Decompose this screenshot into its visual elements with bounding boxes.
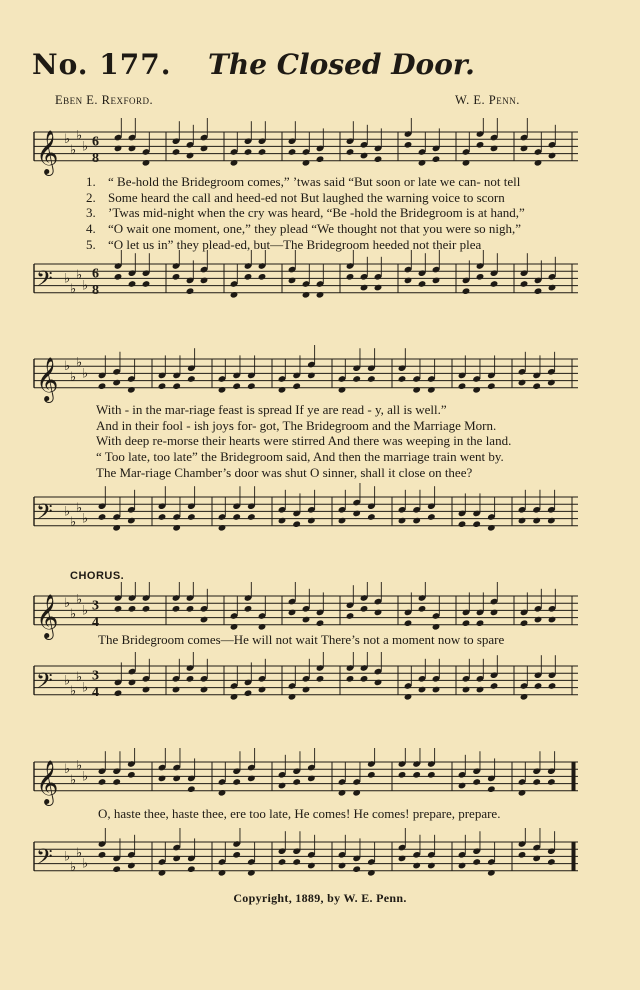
svg-text:4: 4: [92, 684, 99, 700]
hymn-title: The Closed Door.: [208, 48, 475, 81]
svg-text:𝄞: 𝄞: [36, 759, 59, 804]
svg-text:𝄞: 𝄞: [36, 356, 59, 401]
svg-text:♭: ♭: [64, 358, 71, 374]
verse-lyrics-continued: [96, 402, 511, 481]
svg-text:♭: ♭: [70, 683, 77, 699]
staff-treble-1: [26, 118, 582, 178]
staff-bass-2: [26, 483, 582, 543]
chorus-label: CHORUS.: [70, 570, 125, 582]
svg-text:♭: ♭: [82, 679, 89, 695]
verse-cont-line-1: With - in the mar-riage feast is spread If ye are read - y, all is well.”: [96, 402, 447, 417]
svg-text:♭: ♭: [70, 281, 77, 297]
hymn-header: [32, 48, 622, 88]
svg-text:♭: ♭: [70, 859, 77, 875]
svg-text:8: 8: [92, 282, 99, 298]
music-system-2: [26, 345, 582, 545]
svg-text:♭: ♭: [70, 514, 77, 530]
svg-text:♭: ♭: [76, 844, 83, 860]
svg-text:𝄢: 𝄢: [36, 668, 53, 699]
svg-text:♭: ♭: [70, 369, 77, 384]
svg-text:♭: ♭: [82, 855, 89, 871]
music-system-3: [26, 582, 582, 712]
svg-text:♭: ♭: [82, 768, 89, 784]
staff-bass-1: [26, 250, 582, 310]
verse-lyrics: [86, 174, 525, 253]
svg-text:𝄞: 𝄞: [36, 593, 59, 638]
svg-text:3: 3: [92, 668, 99, 684]
verse-cont-line-5: The Mar-riage Chamber’s door was shut O sinner, shall it close on thee?: [96, 464, 473, 480]
svg-text:𝄢: 𝄢: [36, 844, 53, 875]
lyricist-credit: Eben E. Rexford.: [55, 93, 154, 107]
music-system-4: [26, 748, 582, 888]
svg-text:♭: ♭: [82, 602, 89, 618]
verse-line-1: 1. “ Be-hold the Bridegroom comes,” ’twas said “But soon or late we can- not tell: [86, 174, 521, 189]
verse-line-5: 5. “O let us in” they plead-ed, but—The Bridegroom heeded not their plea: [86, 236, 482, 252]
svg-text:♭: ♭: [76, 266, 83, 282]
svg-text:♭: ♭: [76, 127, 83, 143]
hymn-number: No. 177.: [32, 48, 172, 81]
svg-text:♭: ♭: [64, 270, 71, 286]
svg-text:♭: ♭: [82, 138, 89, 154]
music-system-1: [26, 118, 582, 308]
svg-text:6: 6: [92, 134, 99, 150]
copyright-notice: Copyright, 1889, by W. E. Penn.: [233, 891, 407, 905]
chorus-lyrics-2: [98, 806, 500, 822]
composer-credit: W. E. Penn.: [455, 93, 520, 107]
svg-text:3: 3: [92, 598, 99, 614]
staff-bass-4: [26, 828, 582, 888]
svg-text:♭: ♭: [82, 365, 89, 381]
svg-text:♭: ♭: [64, 672, 71, 688]
verse-cont-line-2: And in their fool - ish joys for- got, The Bridegroom and the Marriage Morn.: [96, 417, 497, 433]
verse-line-3: 3. ’Twas mid-night when the cry was heard, “Be -hold the Bridegroom is at hand,”: [86, 205, 525, 221]
svg-text:♭: ♭: [64, 848, 71, 864]
svg-text:𝄞: 𝄞: [36, 129, 59, 174]
svg-text:8: 8: [92, 150, 99, 166]
svg-text:♭: ♭: [76, 499, 83, 515]
chorus-line-2: O, haste thee, haste thee, ere too late, He comes! He comes! prepare, prepare.: [98, 806, 501, 821]
svg-text:𝄢: 𝄢: [36, 266, 53, 297]
svg-text:4: 4: [92, 614, 99, 630]
svg-text:𝄢: 𝄢: [36, 499, 53, 530]
verse-line-2: 2. Some heard the call and heed-ed not But laughed the warning voice to scorn: [86, 189, 505, 205]
svg-text:♭: ♭: [70, 606, 77, 621]
svg-text:♭: ♭: [64, 761, 71, 777]
svg-text:♭: ♭: [64, 595, 71, 611]
verse-cont-line-3: With deep re-morse their hearts were stirred And there was weeping in the land.: [96, 433, 512, 449]
svg-text:♭: ♭: [64, 503, 71, 519]
staff-treble-2: [26, 345, 582, 405]
staff-treble-4: [26, 748, 582, 808]
svg-text:♭: ♭: [76, 757, 83, 773]
svg-text:♭: ♭: [82, 277, 89, 293]
svg-text:♭: ♭: [82, 510, 89, 526]
chorus-line-1: The Bridegroom comes—He will not wait There’s not a moment now to spare: [98, 632, 505, 647]
svg-text:♭: ♭: [64, 131, 71, 147]
chorus-lyrics-1: [98, 632, 504, 648]
verse-line-4: 4. “O wait one moment, one,” they plead “We thought not that you were so nigh,”: [86, 221, 522, 237]
staff-bass-3: [26, 652, 582, 712]
svg-text:♭: ♭: [70, 772, 77, 787]
svg-text:♭: ♭: [76, 591, 83, 607]
svg-text:♭: ♭: [76, 354, 83, 370]
verse-cont-line-4: “ Too late, too late” the Bridegroom said, And then the marriage train went by.: [96, 449, 504, 465]
svg-text:♭: ♭: [76, 668, 83, 684]
svg-text:6: 6: [92, 266, 99, 282]
svg-text:♭: ♭: [70, 142, 77, 157]
